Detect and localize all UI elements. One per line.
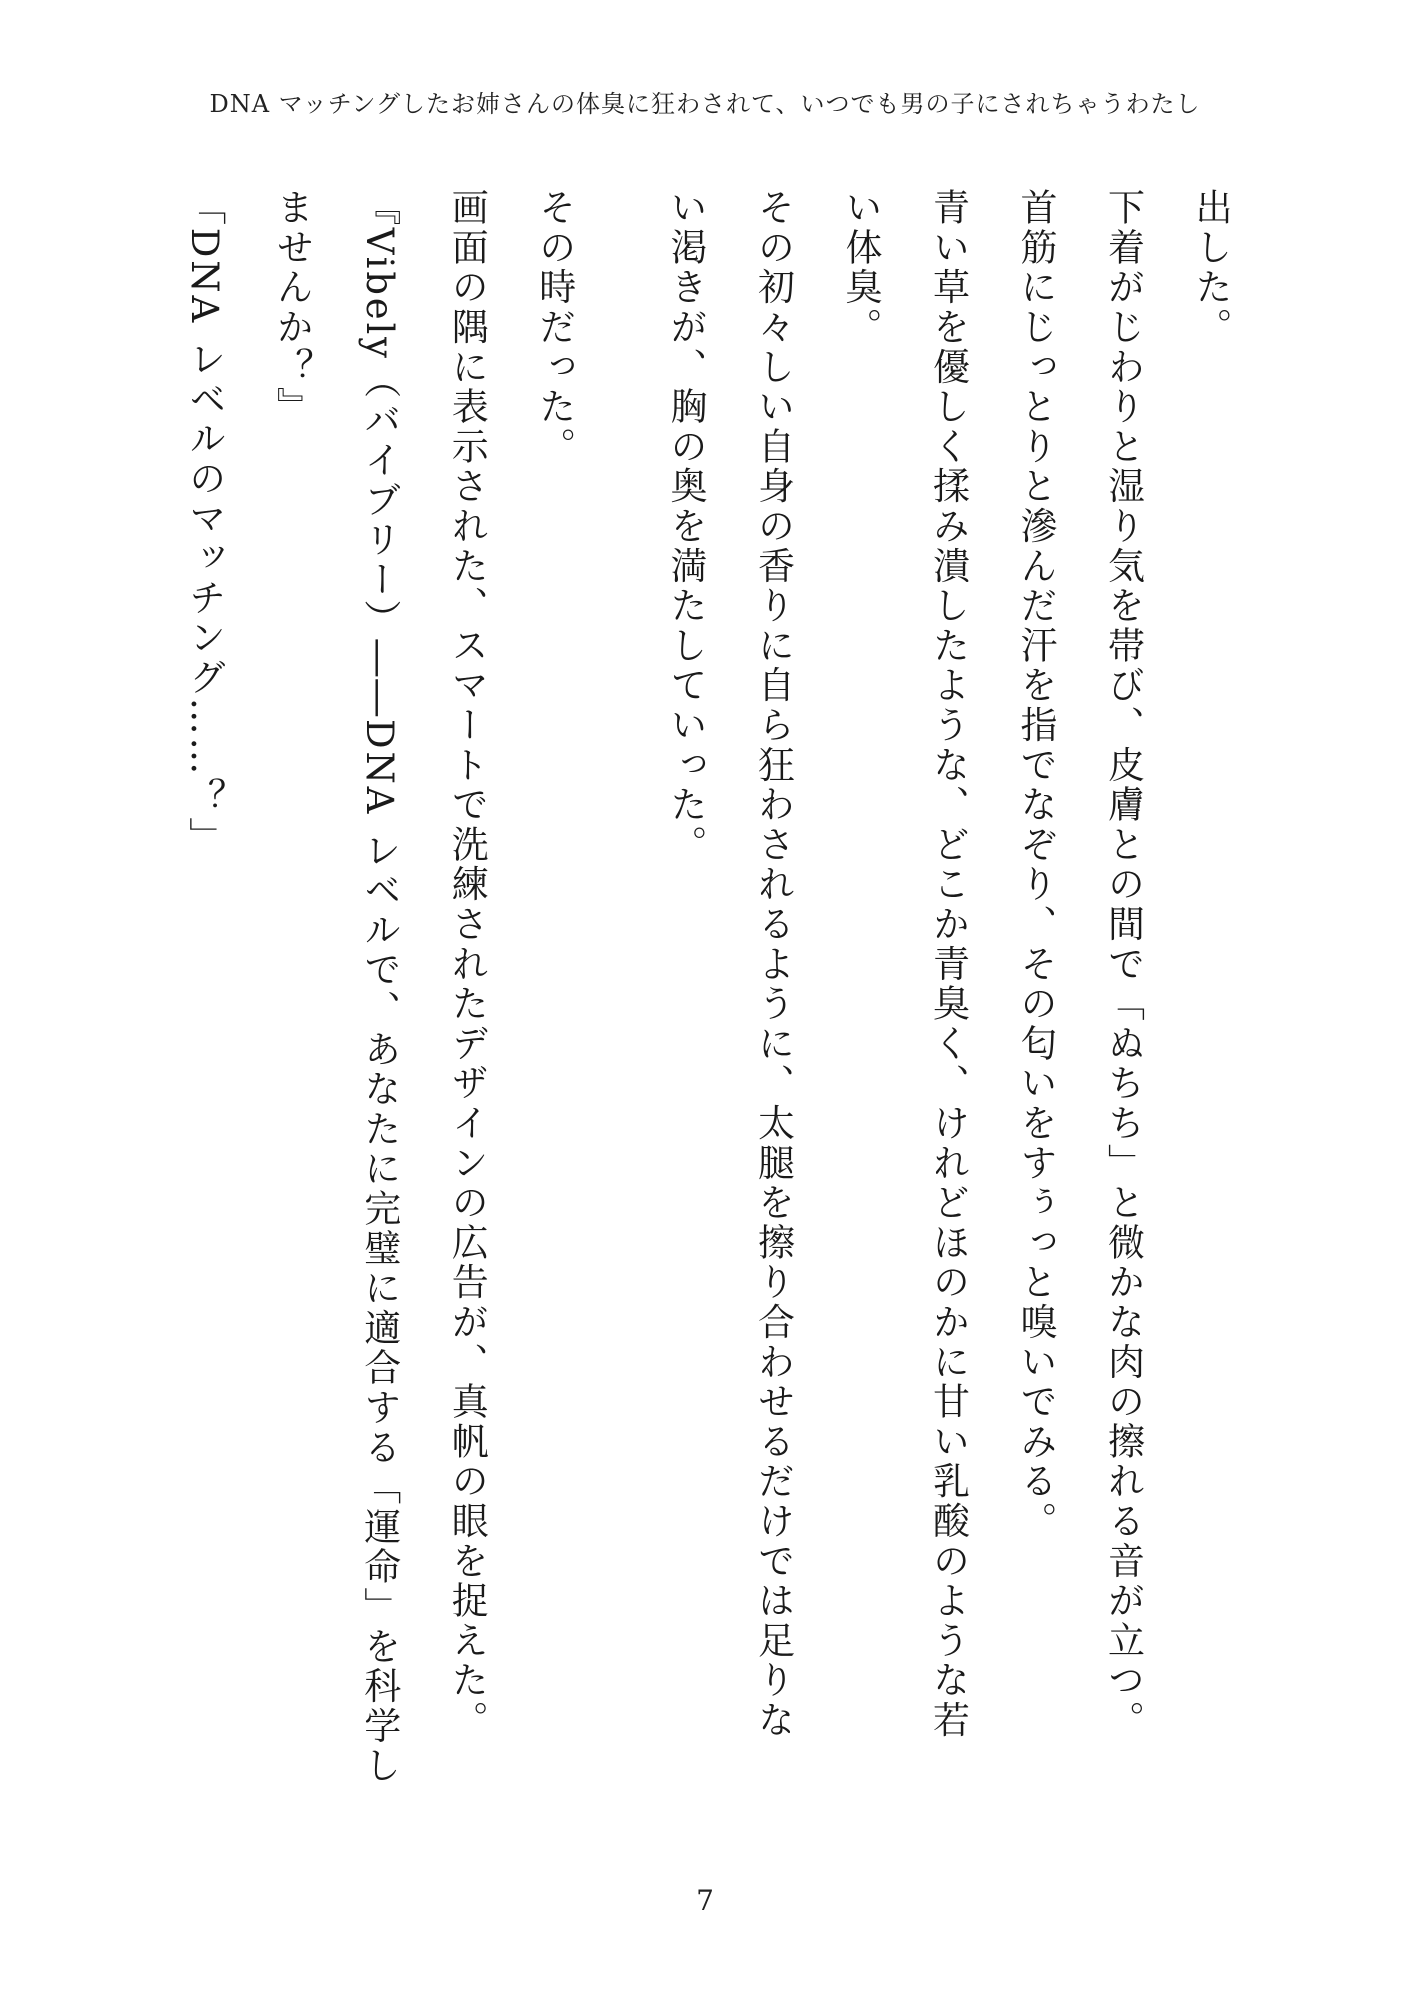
page-header-title: DNA マッチングしたお姉さんの体臭に狂わされて、いつでも男の子にされちゃうわたし [209,90,1201,118]
text-line: 青い草を優しく揉み潰したような、どこか青臭く、けれどほのかに甘い乳酸のような若 [926,188,970,1741]
text-line: 首筋にじっとりと滲んだ汗を指でなぞり、その匂いをすぅっと嗅いでみる。 [1014,188,1057,1542]
text-line: 出した。 [1189,188,1232,348]
text-line: その初々しい自身の香りに自ら狂わされるように、太腿を擦り合わせるだけでは足りな [751,188,795,1741]
text-line: 「DNA レベルのマッチング……？」 [182,188,226,857]
text-line: 『Vibely（バイブリー）――DNA レベルで、あなたに完璧に適合する「運命」を科学し [357,188,401,1786]
text-line: い渇きが、胸の奥を満たしていった。 [664,188,707,865]
text-line: 下着がじわりと湿り気を帯び、皮膚との間で「ぬちち」と微かな肉の擦れる音が立つ。 [1101,188,1145,1741]
text-line: い体臭。 [839,188,882,348]
page-number: 7 [696,1884,714,1917]
text-line: その時だった。 [532,188,576,467]
text-line: 画面の隅に表示された、スマートで洗練されたデザインの広告が、真帆の眼を捉えた。 [445,188,489,1741]
body-text [0,188,1410,1818]
text-line: ませんか？』 [270,188,314,427]
